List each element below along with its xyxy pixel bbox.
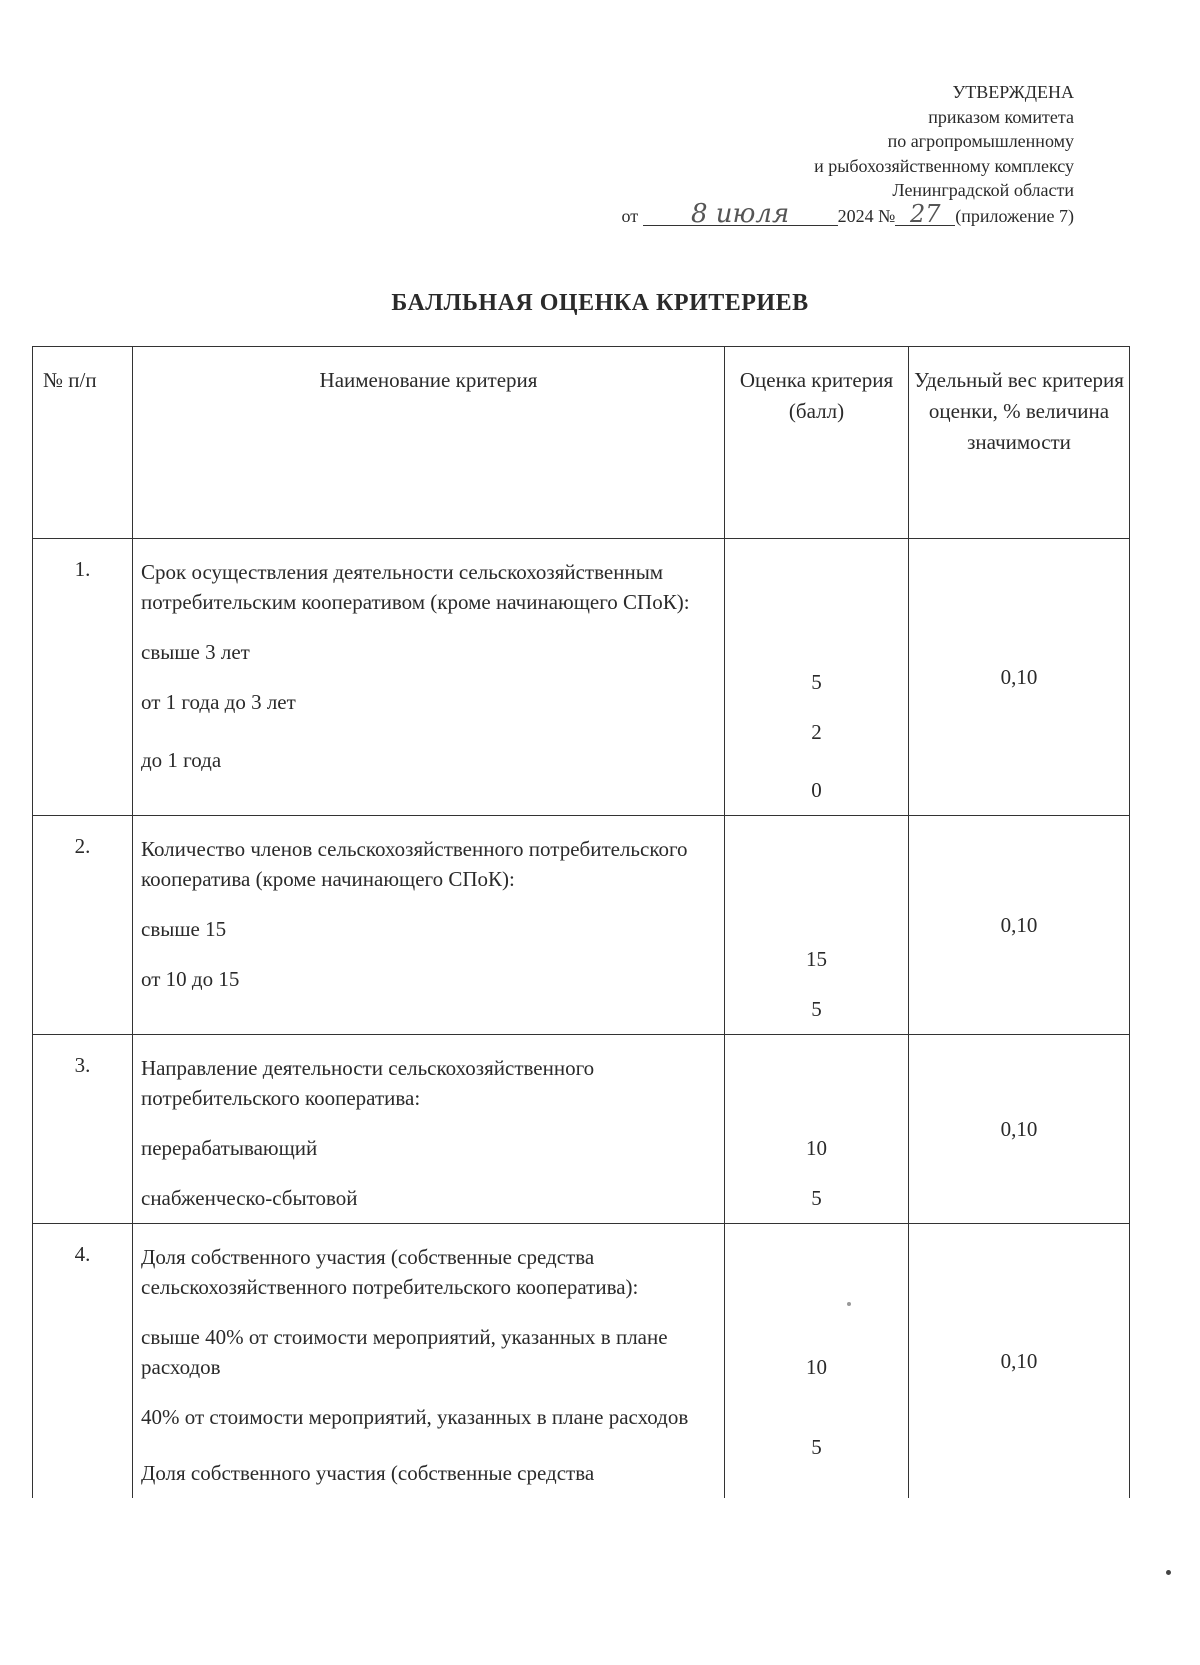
approval-date-line — [621, 198, 1074, 229]
table-row — [33, 1224, 1130, 1499]
header-num: № п/п — [33, 347, 133, 539]
criterion-option: до 1 года — [141, 748, 222, 772]
page-title: БАЛЛЬНАЯ ОЦЕНКА КРИТЕРИЕВ — [391, 290, 809, 316]
option-points: 5 — [811, 670, 822, 694]
option-points: 0 — [811, 778, 822, 802]
criterion-cell — [133, 1035, 725, 1224]
criterion-option: от 1 года до 3 лет — [141, 690, 296, 714]
points-cell — [725, 1035, 909, 1224]
approval-line: УТВЕРЖДЕНА — [952, 82, 1074, 102]
row-number: 3. — [33, 1035, 133, 1224]
criterion-option: свыше 40% от стоимости мероприятий, указанных в плане расходов — [141, 1325, 668, 1379]
table-row — [33, 816, 1130, 1035]
criterion-option: 40% от стоимости мероприятий, указанных в плане расходов — [141, 1405, 689, 1429]
header-score: Оценка критерия (балл) — [725, 347, 909, 539]
criterion-option: перерабатывающий — [141, 1136, 318, 1160]
weight-cell: 0,10 — [909, 816, 1130, 1035]
criterion-heading: Количество членов сельскохозяйственного потребительского кооператива (кроме начинающего СПоК): — [141, 837, 688, 891]
approval-line: приказом комитета — [928, 106, 1074, 127]
table-row — [33, 539, 1130, 816]
criterion-option: от 10 до 15 — [141, 967, 240, 991]
header-name: Наименование критерия — [133, 347, 725, 539]
table-row — [33, 1035, 1130, 1224]
weight-cell: 0,10 — [909, 539, 1130, 816]
points-cell — [725, 1224, 909, 1499]
weight-cell: 0,10 — [909, 1224, 1130, 1499]
criterion-heading: Срок осуществления деятельности сельскохозяйственным потребительским кооперативом (кроме начинающего СПоК): — [141, 560, 690, 614]
criterion-cell — [133, 816, 725, 1035]
approval-line: Ленинградской области — [892, 180, 1074, 200]
criterion-heading: Направление деятельности сельскохозяйственного потребительского кооператива: — [141, 1056, 595, 1110]
row-number: 1. — [33, 539, 133, 816]
criterion-cell — [133, 539, 725, 816]
table-header-row — [33, 347, 1130, 539]
scan-speck — [1166, 1570, 1171, 1575]
option-points: 5 — [811, 1435, 822, 1459]
approval-line: и рыбохозяйственному комплексу — [814, 155, 1074, 176]
header-weight: Удельный вес критерия оценки, % величина значимости — [909, 347, 1130, 539]
row-number: 4. — [33, 1224, 133, 1499]
date-prefix: от — [621, 205, 639, 226]
option-points: 10 — [806, 1136, 827, 1160]
criterion-heading: Доля собственного участия (собственные средства сельскохозяйственного потребительского кооператива): — [141, 1245, 639, 1299]
points-cell — [725, 816, 909, 1035]
criterion-cell — [133, 1224, 725, 1499]
scan-speck — [847, 1302, 851, 1306]
option-points: 10 — [806, 1355, 827, 1379]
option-points: 15 — [806, 947, 827, 971]
criterion-option: свыше 15 — [141, 917, 227, 941]
option-points: 2 — [811, 720, 822, 744]
option-points: 5 — [811, 1186, 822, 1210]
row-number: 2. — [33, 816, 133, 1035]
criteria-table-container — [32, 346, 1129, 1498]
weight-cell: 0,10 — [909, 1035, 1130, 1224]
criterion-option: снабженческо-сбытовой — [141, 1186, 358, 1210]
handwritten-number: 27 — [895, 203, 955, 226]
appendix-label: (приложение 7) — [955, 205, 1074, 226]
approval-stamp — [621, 80, 1074, 228]
approval-line: по агропромышленному — [887, 131, 1074, 151]
criterion-option: Доля собственного участия (собственные средства — [141, 1461, 595, 1485]
handwritten-date: 8 июля — [643, 203, 838, 226]
option-points: 5 — [811, 997, 822, 1021]
points-cell — [725, 539, 909, 816]
criteria-table — [32, 346, 1130, 1498]
approval-year: 2024 № — [837, 205, 896, 226]
criterion-option: свыше 3 лет — [141, 640, 250, 664]
